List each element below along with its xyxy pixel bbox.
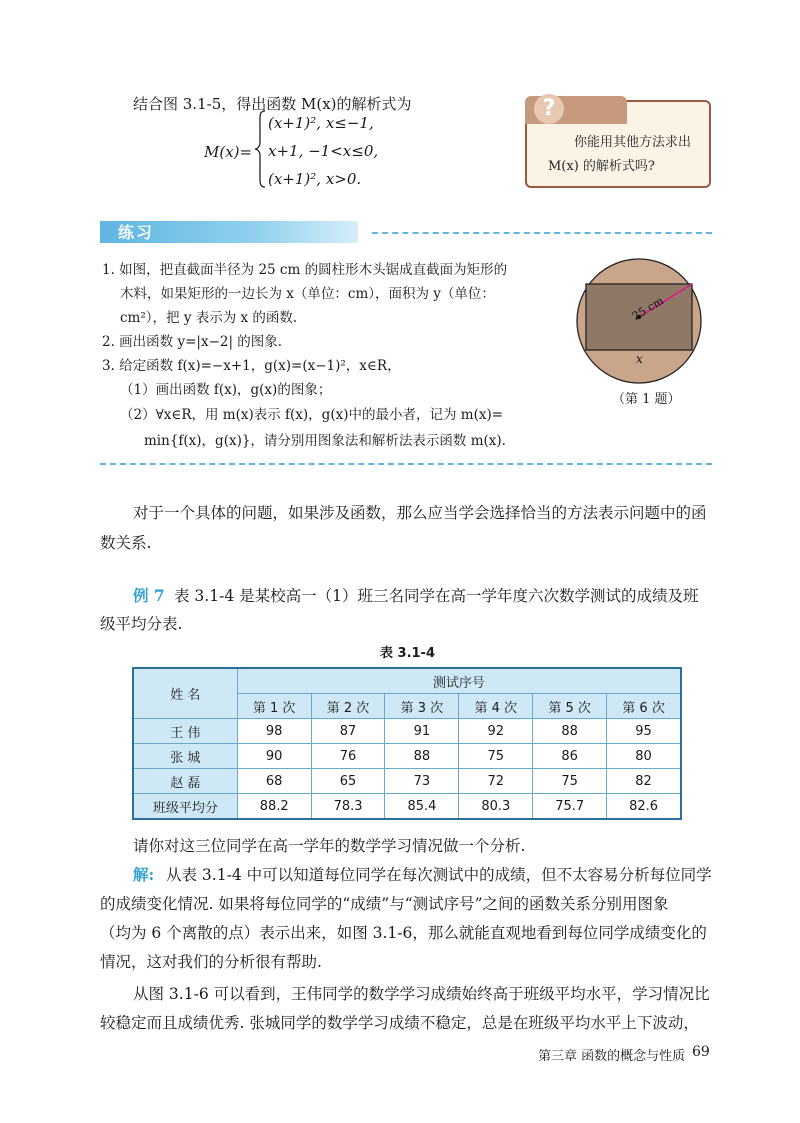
example-text-line: 级平均分表. <box>100 615 183 633</box>
table-cell: 88 <box>533 719 607 744</box>
row-name: 班级平均分 <box>133 794 237 820</box>
table-cell: 72 <box>459 769 533 794</box>
example-label: 例 7 <box>133 586 165 605</box>
column-header: 第 6 次 <box>607 694 681 719</box>
table-cell: 88 <box>385 744 459 769</box>
table-cell: 75 <box>533 769 607 794</box>
table-cell: 76 <box>311 744 385 769</box>
table-cell: 87 <box>311 719 385 744</box>
formula-case-2: x+1, −1<x≤0, <box>268 142 379 160</box>
table-cell: 82.6 <box>607 794 681 820</box>
solution-label: 解: <box>133 865 155 884</box>
formula-case-1: (x+1)², x≤−1, <box>268 114 374 132</box>
table-cell: 65 <box>311 769 385 794</box>
log-cross-section-figure <box>574 256 704 386</box>
row-name: 张 城 <box>133 744 237 769</box>
table-row <box>133 794 681 820</box>
table-row <box>133 744 681 769</box>
exercise-line: 2. 画出函数 y=|x−2| 的图象. <box>102 334 283 350</box>
table-cell: 68 <box>237 769 311 794</box>
row-name: 王 伟 <box>133 719 237 744</box>
formula-case-3: (x+1)², x>0. <box>268 170 362 188</box>
practice-title: 练习 <box>118 223 155 242</box>
exercise-line: min{f(x)，g(x)}，请分别用图象法和解析法表示函数 m(x). <box>144 433 506 449</box>
practice-top-divider <box>372 232 712 234</box>
table-cell: 75.7 <box>533 794 607 820</box>
body-paragraph-line: 对于一个具体的问题，如果涉及函数，那么应当学会选择恰当的方法表示问题中的函 <box>133 504 707 522</box>
row-name: 赵 磊 <box>133 769 237 794</box>
chapter-label: 第三章 函数的概念与性质 <box>538 1049 686 1064</box>
column-header: 第 3 次 <box>385 694 459 719</box>
solution-line: 情况，这对我们的分析很有帮助. <box>100 953 322 971</box>
table-cell: 90 <box>237 744 311 769</box>
conclusion-line: 从图 3.1-6 可以看到，王伟同学的数学学习成绩始终高于班级平均水平，学习情况比 <box>133 985 710 1003</box>
table-cell: 92 <box>459 719 533 744</box>
table-row <box>133 769 681 794</box>
table-header-group: 测试序号 <box>237 668 681 694</box>
body-paragraph-line: 数关系. <box>100 534 152 552</box>
column-header: 第 1 次 <box>237 694 311 719</box>
brace-icon <box>254 110 266 188</box>
solution-line: （均为 6 个离散的点）表示出来，如图 3.1-6，那么就能直观地看到每位同学成绩变化的 <box>100 924 707 942</box>
practice-bottom-divider <box>100 463 712 465</box>
table-cell: 86 <box>533 744 607 769</box>
exercise-line: （2）∀x∈R，用 m(x)表示 f(x)，g(x)中的最小者，记为 m(x)= <box>120 407 504 423</box>
side-label: x <box>636 352 643 366</box>
radius-label: 25 cm <box>629 294 666 323</box>
grades-table <box>132 667 682 820</box>
exercise-line: 1. 如图，把直截面半径为 25 cm 的圆柱形木头锯成直截面为矩形的 <box>102 262 508 278</box>
page-number: 69 <box>692 1044 710 1060</box>
column-header: 第 2 次 <box>311 694 385 719</box>
table-cell: 82 <box>607 769 681 794</box>
intro-line: 结合图 3.1-5，得出函数 M(x)的解析式为 <box>133 95 412 113</box>
question-mark-icon: ? <box>534 94 564 124</box>
table-cell: 73 <box>385 769 459 794</box>
table-cell: 88.2 <box>237 794 311 820</box>
table-header-name: 姓 名 <box>133 668 237 719</box>
solution-line: 的成绩变化情况. 如果将每位同学的“成绩”与“测试序号”之间的函数关系分别用图象 <box>100 895 669 913</box>
table-cell: 98 <box>237 719 311 744</box>
figure-caption: （第 1 题） <box>612 392 681 407</box>
analysis-prompt: 请你对这三位同学在高一学年的数学学习情况做一个分析. <box>133 837 526 855</box>
exercise-line: cm²），把 y 表示为 x 的函数. <box>120 310 298 326</box>
table-cell: 91 <box>385 719 459 744</box>
column-header: 第 5 次 <box>533 694 607 719</box>
solution-line: 从表 3.1-4 中可以知道每位同学在每次测试中的成绩，但不太容易分析每位同学 <box>166 866 712 884</box>
table-cell: 80.3 <box>459 794 533 820</box>
exercise-line: 3. 给定函数 f(x)=−x+1，g(x)=(x−1)²，x∈R， <box>102 358 401 374</box>
question-line-1: 你能用其他方法求出 <box>574 135 692 150</box>
exercise-line: （1）画出函数 f(x)，g(x)的图象； <box>120 382 332 398</box>
table-cell: 78.3 <box>311 794 385 820</box>
column-header: 第 4 次 <box>459 694 533 719</box>
table-cell: 80 <box>607 744 681 769</box>
table-row <box>133 719 681 744</box>
table-cell: 85.4 <box>385 794 459 820</box>
conclusion-line: 较稳定而且成绩优秀. 张城同学的数学学习成绩不稳定，总是在班级平均水平上下波动， <box>100 1014 699 1032</box>
exercise-line: 木料，如果矩形的一边长为 x（单位：cm），面积为 y（单位： <box>120 286 495 302</box>
table-cell: 75 <box>459 744 533 769</box>
table-caption: 表 3.1-4 <box>380 646 435 661</box>
example-text-line: 表 3.1-4 是某校高一（1）班三名同学在高一学年度六次数学测试的成绩及班 <box>174 587 699 605</box>
question-line-2: M(x) 的解析式吗? <box>548 159 655 174</box>
table-cell: 95 <box>607 719 681 744</box>
formula-lhs: M(x)= <box>204 143 253 161</box>
